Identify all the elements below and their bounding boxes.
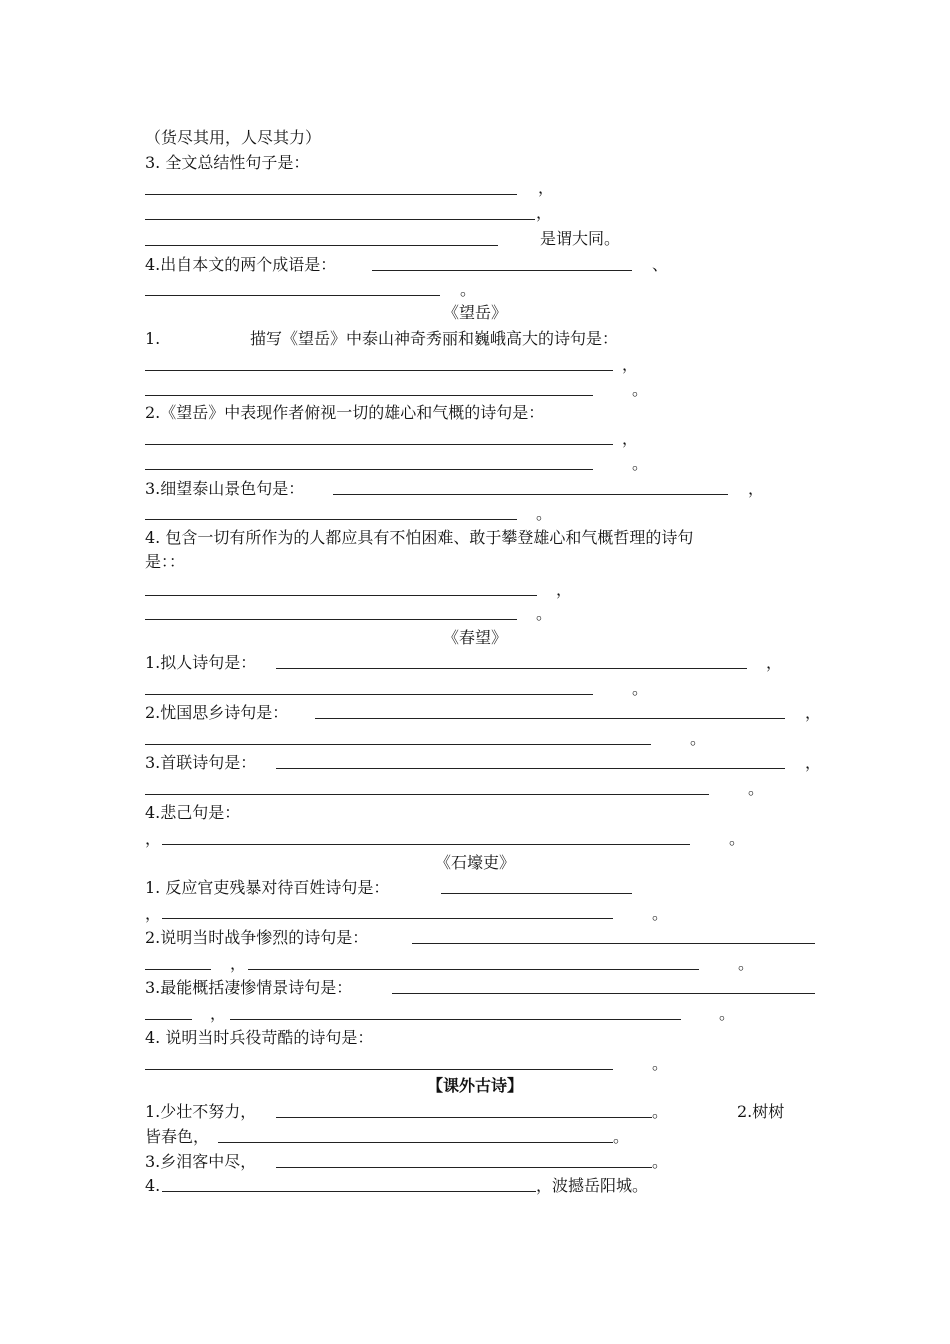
answer-blank[interactable] <box>145 1069 613 1070</box>
answer-blank[interactable] <box>392 993 815 994</box>
answer-blank[interactable] <box>145 219 535 220</box>
question-number: 4. <box>145 1176 161 1195</box>
kewai-question-1: 1.少壮不努力， <box>145 1102 257 1121</box>
answer-blank[interactable] <box>145 469 593 470</box>
kewai-question-3: 3.乡泪客中尽， <box>145 1152 257 1171</box>
question-3: 3. 全文总结性句子是： <box>145 153 310 172</box>
answer-blank[interactable] <box>145 694 593 695</box>
answer-blank[interactable] <box>441 893 632 894</box>
answer-blank[interactable] <box>162 844 690 845</box>
period: 。 <box>652 1102 669 1121</box>
shihaoli-question-1: 1. 反应官吏残暴对待百姓诗句是： <box>145 878 390 897</box>
answer-blank[interactable] <box>145 245 498 246</box>
question-4: 4.出自本文的两个成语是： <box>145 255 337 274</box>
answer-blank[interactable] <box>145 969 211 970</box>
wangyue-question-4-cont: 是：： <box>145 552 186 571</box>
chunwang-question-1: 1.拟人诗句是： <box>145 653 257 672</box>
answer-blank[interactable] <box>315 718 785 719</box>
comma: ， <box>145 829 162 848</box>
answer-blank[interactable] <box>230 1019 681 1020</box>
answer-blank[interactable] <box>145 295 440 296</box>
period: 。 <box>632 380 649 399</box>
answer-blank[interactable] <box>218 1142 613 1143</box>
comma: ， <box>805 703 822 722</box>
intro-note: （货尽其用，人尽其力） <box>145 128 322 147</box>
chunwang-question-4: 4.悲己句是： <box>145 803 241 822</box>
answer-blank[interactable] <box>276 768 785 769</box>
answer-blank[interactable] <box>145 444 613 445</box>
period: 。 <box>748 779 765 798</box>
answer-blank[interactable] <box>145 395 593 396</box>
period: 。 <box>613 1127 630 1146</box>
shihaoli-question-4: 4. 说明当时兵役苛酷的诗句是： <box>145 1028 374 1047</box>
shihaoli-question-3: 3.最能概括凄惨情景诗句是： <box>145 978 353 997</box>
period: 。 <box>652 904 669 923</box>
question-3-tail: 是谓大同。 <box>540 229 621 248</box>
wangyue-question-4: 4. 包含一切有所作为的人都应具有不怕困难、敢于攀登雄心和气概哲理的诗句 <box>145 528 694 547</box>
answer-blank[interactable] <box>276 1117 652 1118</box>
period: 。 <box>719 1004 736 1023</box>
question-number: 1. <box>145 329 161 348</box>
period: 。 <box>729 829 746 848</box>
comma: ， <box>230 954 247 973</box>
wangyue-question-3: 3.细望泰山景色句是： <box>145 479 305 498</box>
comma: ， <box>210 1004 227 1023</box>
comma: ， <box>622 429 639 448</box>
section-title-kewai: 【课外古诗】 <box>426 1076 523 1095</box>
answer-blank[interactable] <box>276 1167 652 1168</box>
wangyue-question-1: 描写《望岳》中泰山神奇秀丽和巍峨高大的诗句是： <box>250 329 619 348</box>
shihaoli-question-2: 2.说明当时战争惨烈的诗句是： <box>145 928 369 947</box>
wangyue-question-2: 2.《望岳》中表现作者俯视一切的雄心和气概的诗句是： <box>145 403 545 422</box>
comma: ， <box>536 203 553 222</box>
answer-blank[interactable] <box>145 1019 192 1020</box>
period: 。 <box>690 729 707 748</box>
kewai-question-2-cont: 皆春色， <box>145 1127 210 1146</box>
comma: ， <box>748 479 765 498</box>
answer-blank[interactable] <box>145 595 537 596</box>
period: 。 <box>632 454 649 473</box>
comma: ， <box>766 653 783 672</box>
answer-blank[interactable] <box>145 744 651 745</box>
answer-blank[interactable] <box>145 519 517 520</box>
comma: ， <box>556 580 573 599</box>
kewai-question-4-tail: ，波撼岳阳城。 <box>536 1176 649 1195</box>
period: 。 <box>536 504 553 523</box>
answer-blank[interactable] <box>333 494 728 495</box>
answer-blank[interactable] <box>145 794 709 795</box>
chunwang-question-3: 3.首联诗句是： <box>145 753 257 772</box>
period: 。 <box>738 954 755 973</box>
answer-blank[interactable] <box>162 1191 536 1192</box>
answer-blank[interactable] <box>145 370 613 371</box>
comma: ， <box>145 904 162 923</box>
answer-blank[interactable] <box>276 668 747 669</box>
period: 。 <box>460 280 477 299</box>
section-title-wangyue: 《望岳》 <box>442 303 507 322</box>
answer-blank[interactable] <box>412 943 815 944</box>
answer-blank[interactable] <box>372 270 632 271</box>
section-title-shihaoli: 《石壕吏》 <box>434 853 515 872</box>
answer-blank[interactable] <box>145 619 517 620</box>
dunhao: 、 <box>652 255 669 274</box>
kewai-question-2: 2.树树 <box>737 1102 785 1121</box>
period: 。 <box>652 1054 669 1073</box>
comma: ， <box>622 355 639 374</box>
section-title-chunwang: 《春望》 <box>442 628 507 647</box>
chunwang-question-2: 2.忧国思乡诗句是： <box>145 703 289 722</box>
comma: ， <box>805 753 822 772</box>
answer-blank[interactable] <box>248 969 699 970</box>
comma: ， <box>538 178 555 197</box>
period: 。 <box>632 679 649 698</box>
period: 。 <box>652 1152 669 1171</box>
answer-blank[interactable] <box>145 194 517 195</box>
period: 。 <box>536 604 553 623</box>
answer-blank[interactable] <box>162 918 613 919</box>
